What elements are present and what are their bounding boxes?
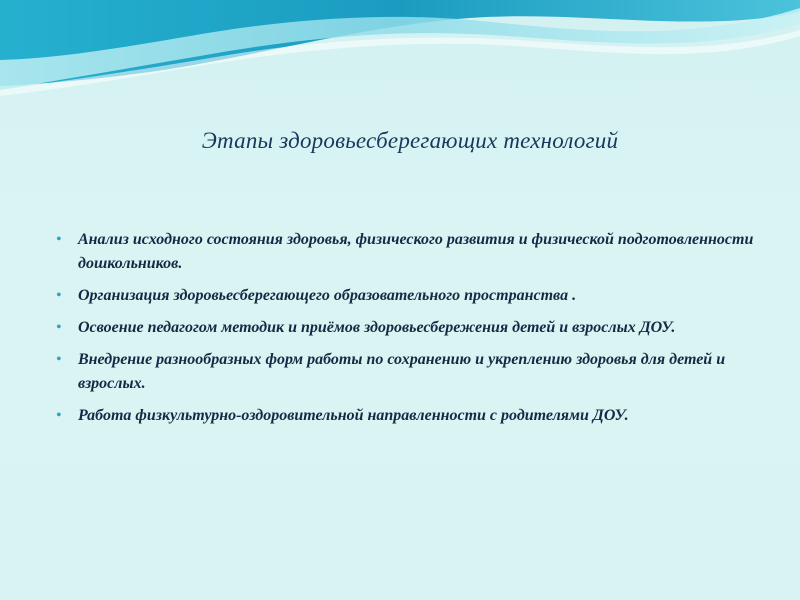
list-item-text: Анализ исходного состояния здоровья, физического развития и физической подготовленности дошкольников. xyxy=(78,231,754,272)
list-item-text: Освоение педагогом методик и приёмов здоровьесбережения детей и взрослых ДОУ. xyxy=(78,319,676,336)
list-item xyxy=(56,284,756,308)
list-item-text: Работа физкультурно-оздоровительной направленности с родителями ДОУ. xyxy=(78,407,629,424)
bullet-icon: • xyxy=(56,287,62,304)
bullet-icon: • xyxy=(56,407,62,424)
list-item xyxy=(56,348,756,396)
bullet-list xyxy=(56,228,756,436)
slide-title: Этапы здоровьесберегающих технологий xyxy=(201,128,619,153)
list-item xyxy=(56,316,756,340)
bullet-icon: • xyxy=(56,231,62,248)
list-item xyxy=(56,404,756,428)
bullet-icon: • xyxy=(56,351,62,368)
list-item-text: Внедрение разнообразных форм работы по сохранению и укреплению здоровья для детей и взрослых. xyxy=(78,351,726,392)
list-item xyxy=(56,228,756,276)
list-item-text: Организация здоровьесберегающего образовательного пространства . xyxy=(78,287,577,304)
bullet-icon: • xyxy=(56,319,62,336)
wave-decoration xyxy=(0,0,800,110)
